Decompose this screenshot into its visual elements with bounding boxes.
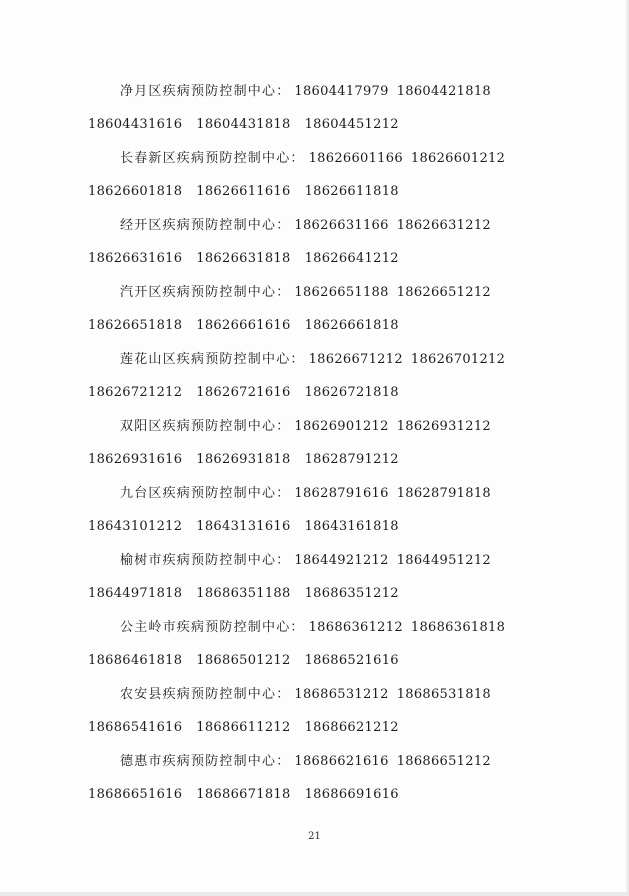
entry-line-primary [120, 552, 491, 569]
entry-line-primary [120, 217, 491, 234]
phone-number: 18644971818 [88, 586, 183, 601]
center-name: 德惠市疾病预防控制中心： [120, 754, 291, 769]
phone-number: 18686611212 [196, 720, 291, 735]
center-name: 榆树市疾病预防控制中心： [120, 553, 291, 568]
scan-bottom-edge [0, 892, 629, 896]
phone-number: 18626721616 [196, 385, 291, 400]
phone-number: 18626631616 [88, 251, 183, 266]
phone-number: 18686361818 [410, 620, 506, 635]
entry-line-primary [120, 619, 505, 636]
entry-line-continuation [88, 518, 399, 535]
entry-line-continuation [88, 585, 399, 602]
phone-number: 18644921212 [294, 553, 389, 568]
phone-number: 18626931818 [196, 452, 291, 467]
entry-line-continuation [88, 719, 399, 736]
phone-number: 18686521616 [304, 653, 399, 668]
phone-number: 18686531212 [294, 687, 389, 702]
phone-number: 18626601212 [410, 151, 506, 166]
phone-number: 18626611616 [196, 184, 291, 199]
phone-number: 18626901212 [294, 419, 389, 434]
phone-number: 18626651212 [396, 285, 491, 300]
phone-number: 18626931212 [396, 419, 491, 434]
entry-line-continuation [88, 652, 399, 669]
phone-number: 18626601818 [88, 184, 183, 199]
phone-number: 18643161818 [304, 519, 399, 534]
phone-number: 18626611818 [304, 184, 399, 199]
entry-line-continuation [88, 451, 399, 468]
entry-line-continuation [88, 786, 399, 803]
phone-number: 18643101212 [88, 519, 183, 534]
center-name: 经开区疾病预防控制中心： [120, 218, 291, 233]
phone-number: 18604431818 [196, 117, 291, 132]
center-name: 公主岭市疾病预防控制中心： [120, 620, 305, 635]
entry-line-primary [120, 150, 505, 167]
phone-number: 18604417979 [294, 84, 389, 99]
center-name: 莲花山区疾病预防控制中心： [120, 352, 305, 367]
phone-number: 18626651188 [294, 285, 389, 300]
center-name: 双阳区疾病预防控制中心： [120, 419, 291, 434]
phone-number: 18686651616 [88, 787, 183, 802]
phone-number: 18686671818 [196, 787, 291, 802]
entry-line-primary [120, 485, 491, 502]
phone-number: 18626631166 [294, 218, 389, 233]
phone-number: 18628791818 [396, 486, 491, 501]
center-name: 长春新区疾病预防控制中心： [120, 151, 305, 166]
center-name: 净月区疾病预防控制中心： [120, 84, 291, 99]
phone-number: 18604451212 [304, 117, 399, 132]
entry-line-primary [120, 83, 491, 100]
entry-line-primary [120, 351, 505, 368]
phone-number: 18626661818 [304, 318, 399, 333]
phone-number: 18626661616 [196, 318, 291, 333]
phone-number: 18626651818 [88, 318, 183, 333]
phone-number: 18686621212 [304, 720, 399, 735]
center-name: 农安县疾病预防控制中心： [120, 687, 291, 702]
phone-number: 18604431616 [88, 117, 183, 132]
phone-number: 18628791212 [304, 452, 399, 467]
phone-number: 18628791616 [294, 486, 389, 501]
phone-number: 18626671212 [308, 352, 403, 367]
entry-line-primary [120, 753, 491, 770]
entry-line-continuation [88, 250, 399, 267]
phone-number: 18626721818 [304, 385, 399, 400]
page-number: 21 [308, 831, 321, 842]
phone-number: 18686501212 [196, 653, 291, 668]
phone-number: 18686531818 [396, 687, 491, 702]
phone-number: 18626631818 [196, 251, 291, 266]
phone-number: 18686541616 [88, 720, 183, 735]
phone-number: 18626601166 [308, 151, 403, 166]
phone-number: 18686361212 [308, 620, 403, 635]
phone-number: 18643131616 [196, 519, 291, 534]
phone-number: 18686351212 [304, 586, 399, 601]
phone-number: 18686351188 [196, 586, 291, 601]
entry-line-continuation [88, 384, 399, 401]
entry-line-continuation [88, 183, 399, 200]
center-name: 汽开区疾病预防控制中心： [120, 285, 291, 300]
center-name: 九台区疾病预防控制中心： [120, 486, 291, 501]
phone-number: 18644951212 [396, 553, 491, 568]
entry-line-continuation [88, 116, 399, 133]
phone-number: 18686461818 [88, 653, 183, 668]
phone-number: 18626931616 [88, 452, 183, 467]
phone-number: 18626641212 [304, 251, 399, 266]
phone-number: 18604421818 [396, 84, 491, 99]
phone-number: 18686651212 [396, 754, 491, 769]
phone-number: 18626721212 [88, 385, 183, 400]
phone-number: 18686691616 [304, 787, 399, 802]
phone-number: 18626701212 [410, 352, 506, 367]
entry-line-primary [120, 418, 491, 435]
entry-line-continuation [88, 317, 399, 334]
entry-line-primary [120, 686, 491, 703]
entry-line-primary [120, 284, 491, 301]
phone-number: 18626631212 [396, 218, 491, 233]
phone-number: 18686621616 [294, 754, 389, 769]
